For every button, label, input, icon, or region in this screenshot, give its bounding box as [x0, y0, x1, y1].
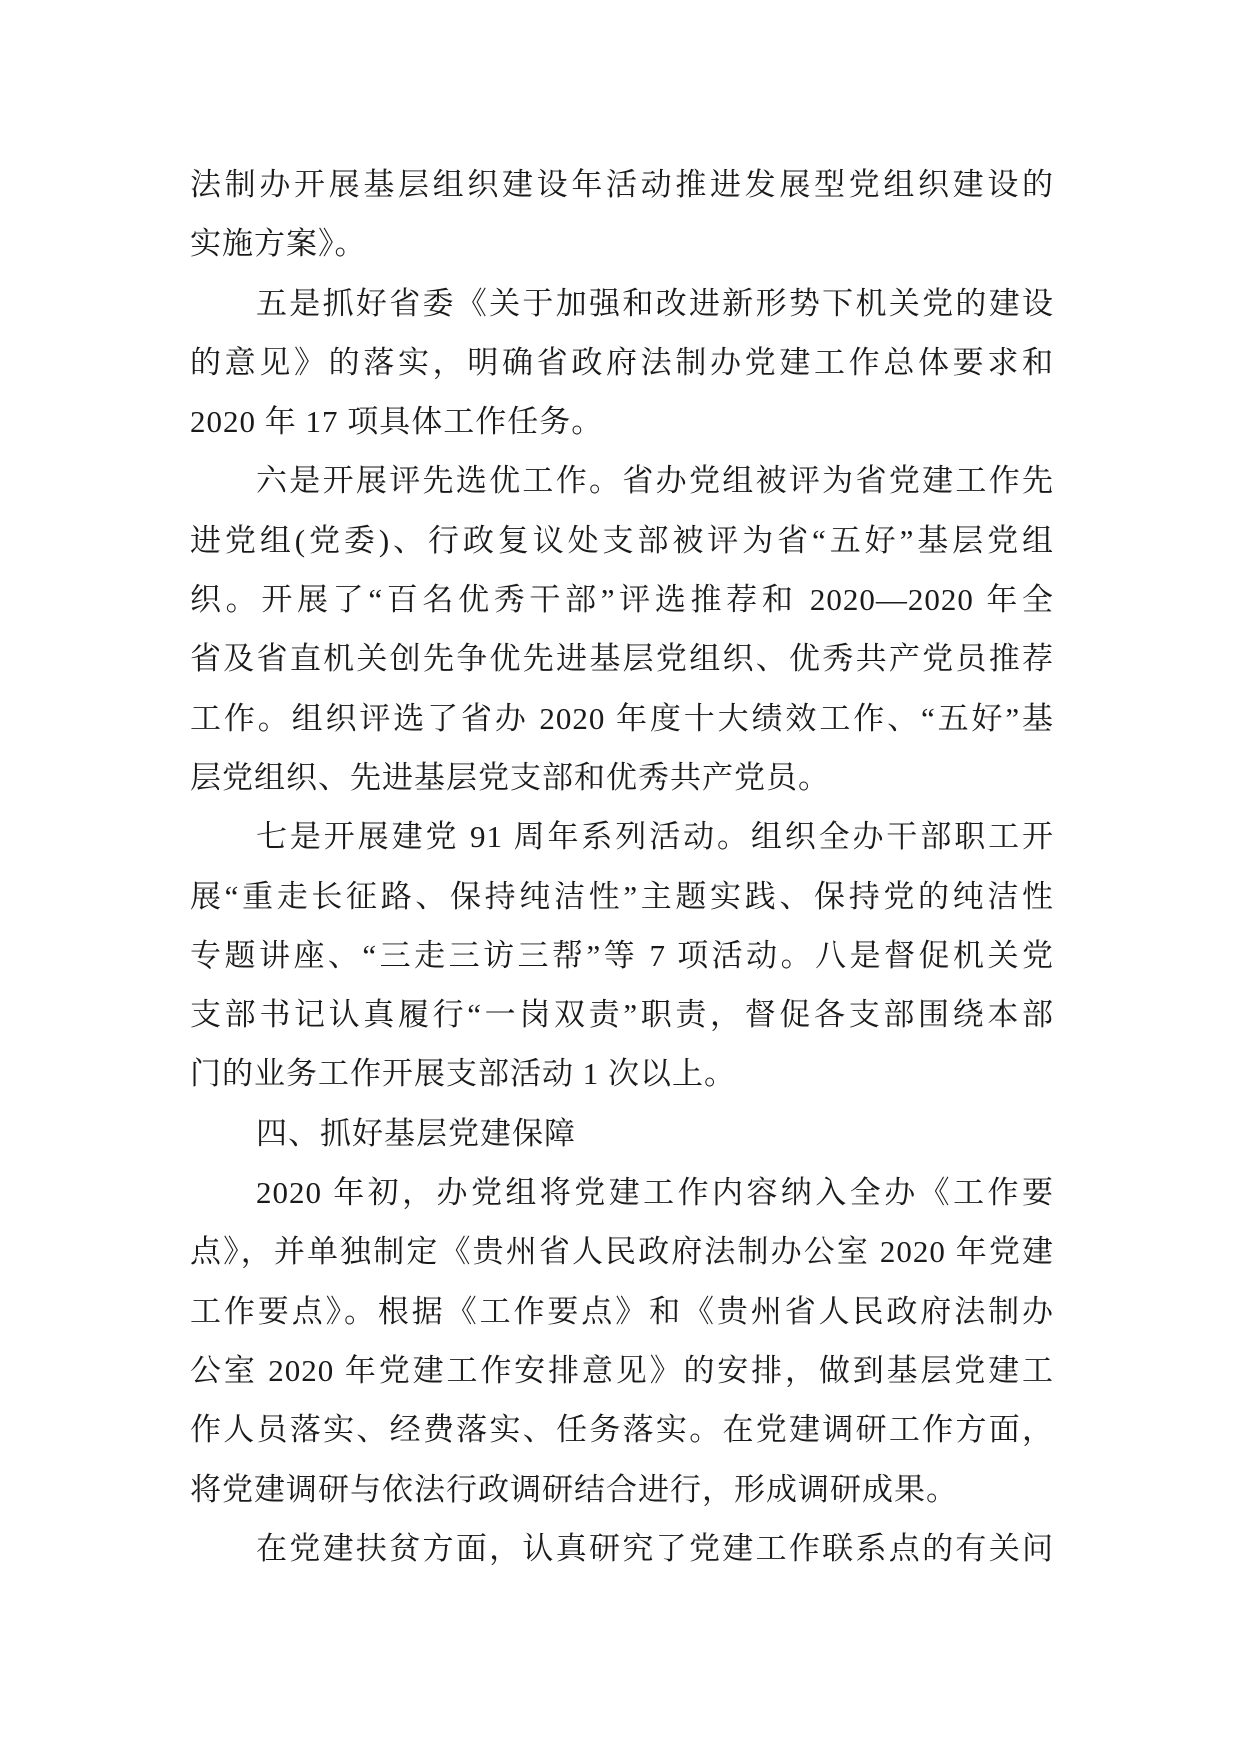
paragraph — [190, 274, 1054, 452]
text-line: 在党建扶贫方面，认真研究了党建工作联系点的有关问 — [256, 1530, 1054, 1566]
text-line: 点》，并单独制定《贵州省人民政府法制办公室 2020 年党建 — [190, 1234, 1054, 1270]
text-line: 专题讲座、“三走三访三帮”等 7 项活动。八是督促机关党 — [190, 937, 1054, 973]
text-line: 公室 2020 年党建工作安排意见》的安排，做到基层党建工 — [190, 1352, 1054, 1388]
section-heading — [190, 1104, 1054, 1163]
text-line: 将党建调研与依法行政调研结合进行，形成调研成果。 — [190, 1471, 958, 1507]
continued-paragraph — [190, 155, 1054, 274]
text-line: 实施方案》。 — [190, 226, 367, 262]
text-line: 六是开展评先选优工作。省办党组被评为省党建工作先 — [256, 463, 1054, 499]
text-line: 支部书记认真履行“一岗双责”职责，督促各支部围绕本部 — [190, 997, 1054, 1033]
text-line: 法制办开展基层组织建设年活动推进发展型党组织建设的 — [190, 167, 1054, 202]
text-line: 工作要点》。根据《工作要点》和《贵州省人民政府法制办 — [190, 1293, 1054, 1329]
text-line: 省及省直机关创先争优先进基层党组织、优秀共产党员推荐 — [190, 641, 1054, 677]
text-line: 七是开展建党 91 周年系列活动。组织全办干部职工开 — [256, 819, 1054, 855]
text-line: 2020 年初，办党组将党建工作内容纳入全办《工作要 — [256, 1175, 1054, 1211]
text-line: 工作。组织评选了省办 2020 年度十大绩效工作、“五好”基 — [190, 700, 1054, 736]
text-line: 进党组(党委)、行政复议处支部被评为省“五好”基层党组 — [190, 522, 1054, 558]
paragraph — [190, 451, 1054, 807]
paragraph — [190, 1163, 1054, 1519]
paragraph — [190, 1519, 1054, 1578]
document-body — [190, 155, 1054, 1578]
text-line: 的意见》的落实，明确省政府法制办党建工作总体要求和 — [190, 344, 1054, 380]
text-line: 门的业务工作开展支部活动 1 次以上。 — [190, 1056, 736, 1092]
text-line: 2020 年 17 项具体工作任务。 — [190, 404, 604, 440]
text-line: 展“重走长征路、保持纯洁性”主题实践、保持党的纯洁性 — [190, 878, 1054, 914]
text-line: 织。开展了“百名优秀干部”评选推荐和 2020—2020 年全 — [190, 582, 1054, 618]
paragraph — [190, 807, 1054, 1103]
text-line: 作人员落实、经费落实、任务落实。在党建调研工作方面， — [190, 1412, 1054, 1448]
text-line: 四、抓好基层党建保障 — [256, 1115, 576, 1151]
text-line: 层党组织、先进基层党支部和优秀共产党员。 — [190, 759, 830, 795]
text-line: 五是抓好省委《关于加强和改进新形势下机关党的建设 — [256, 285, 1054, 321]
